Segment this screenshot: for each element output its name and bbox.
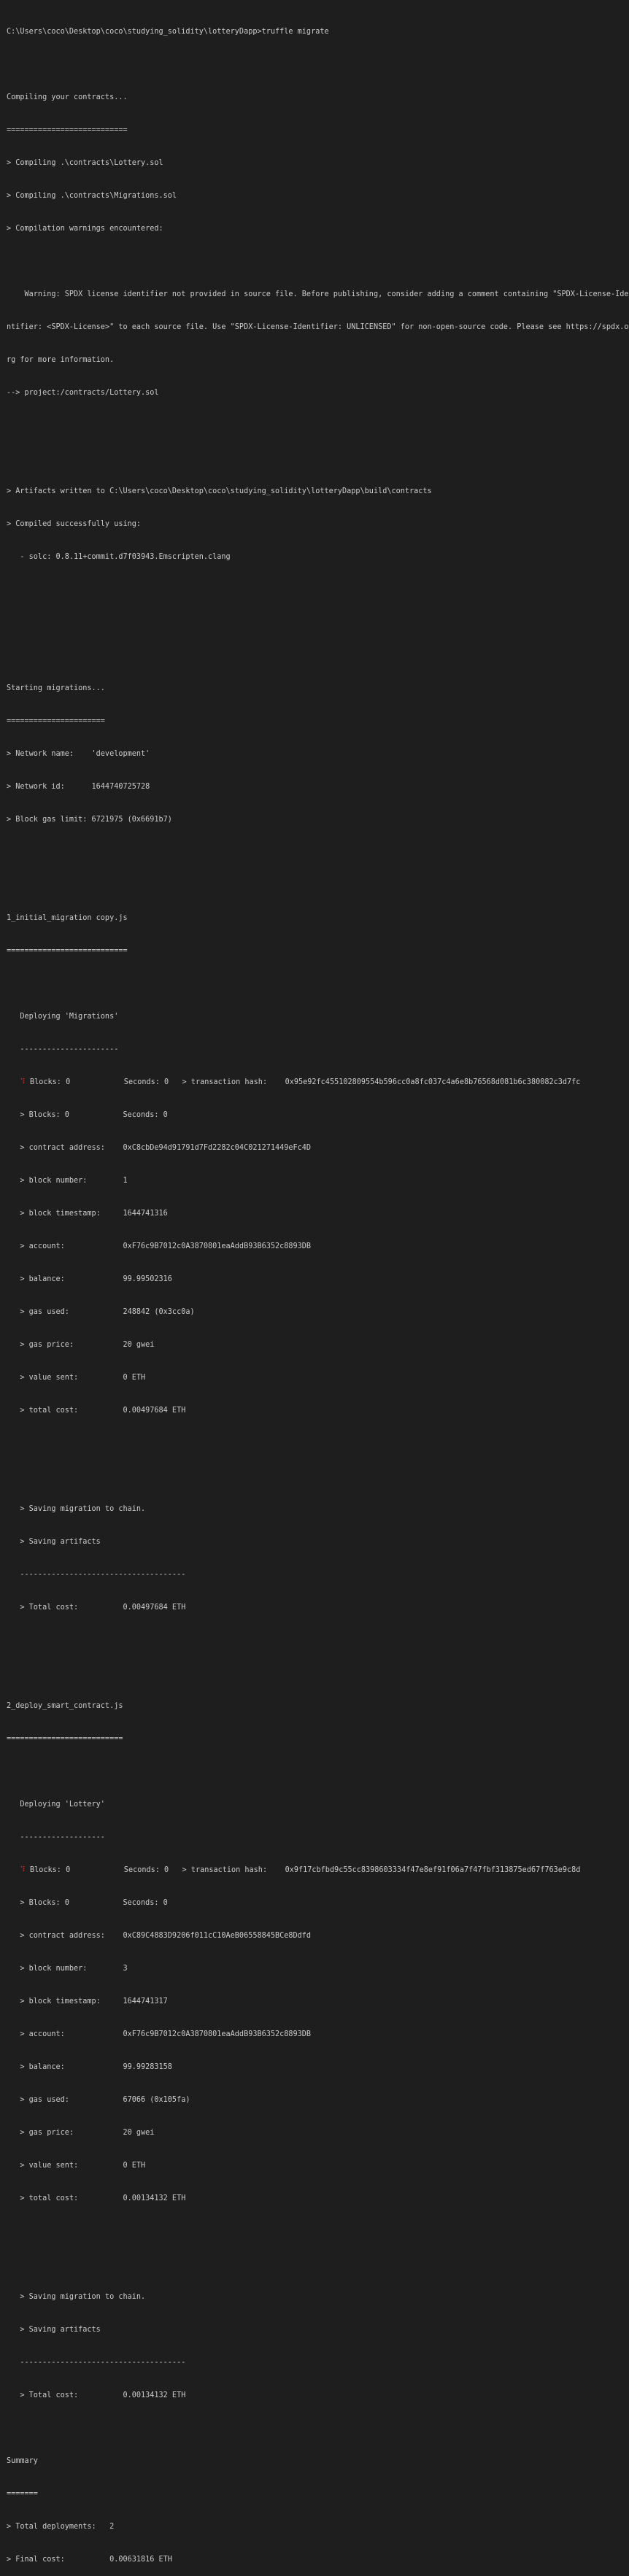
migration-file-1: 1_initial_migration copy.js <box>7 914 128 922</box>
terminal-output[interactable] <box>7 4 629 2576</box>
detail-line: > gas price: 20 gwei <box>7 2129 155 2137</box>
detail-line: > block timestamp: 1644741317 <box>7 1997 168 2006</box>
divider: ------------------------------------- <box>7 2359 186 2367</box>
tx-hash-line <box>7 1865 617 1876</box>
detail-line: > value sent: 0 ETH <box>7 1374 146 1382</box>
total-cost: > Total cost: 0.00497684 ETH <box>7 1604 186 1612</box>
detail-line: > block number: 3 <box>7 1965 128 1973</box>
migrations-title: Starting migrations... <box>7 684 105 692</box>
network-name: > Network name: 'development' <box>7 750 150 758</box>
network-id: > Network id: 1644740725728 <box>7 783 150 791</box>
deploying-lottery: Deploying 'Lottery' <box>7 1801 105 1809</box>
tx-hash-line <box>7 1077 617 1088</box>
compile-line: > Compiling .\contracts\Lottery.sol <box>7 159 163 167</box>
warning-line: ntifier: <SPDX-License>" to each source file. Use "SPDX-License-Identifier: UNLICENSED" for non-open-source code. Please see https://spdx.o <box>7 323 629 331</box>
detail-line: > block number: 1 <box>7 1177 128 1185</box>
total-deployments: > Total deployments: 2 <box>7 2523 115 2531</box>
detail-line: > Blocks: 0 Seconds: 0 <box>7 1111 168 1119</box>
migration-file-2: 2_deploy_smart_contract.js <box>7 1702 123 1710</box>
migration-underline-2: ========================== <box>7 1735 123 1743</box>
detail-line: > contract address: 0xC8cbDe94d91791d7Fd2282c04C021271449eFc4D <box>7 1144 312 1152</box>
divider: ------------------------------------- <box>7 1571 186 1579</box>
artifacts-line: > Artifacts written to C:\Users\coco\Desktop\coco\studying_solidity\lotteryDapp\build\contracts <box>7 487 432 495</box>
migration-underline-1: =========================== <box>7 947 128 955</box>
spinner-icon: ⠹ <box>20 1078 26 1086</box>
total-cost: > Total cost: 0.00134132 ETH <box>7 2391 186 2399</box>
divider: ------------------- <box>7 1833 105 1841</box>
command-line: C:\Users\coco\Desktop\coco\studying_solidity\lotteryDapp>truffle migrate <box>7 28 329 36</box>
divider: ---------------------- <box>7 1045 119 1053</box>
final-cost: > Final cost: 0.00631816 ETH <box>7 2556 172 2564</box>
detail-line: > balance: 99.99502316 <box>7 1275 172 1283</box>
summary-underline: ======= <box>7 2490 38 2498</box>
tx-hash-text: Blocks: 0 Seconds: 0 > transaction hash: 0x95e92fc455102809554b596cc0a8fc037c4a6e8b76568d081b6c380082c3d7fc <box>25 1078 581 1086</box>
migrations-underline: ====================== <box>7 717 105 725</box>
detail-line: > total cost: 0.00134132 ETH <box>7 2194 186 2202</box>
warning-line: rg for more information. <box>7 356 115 364</box>
compile-underline: =========================== <box>7 126 128 134</box>
summary-title: Summary <box>7 2457 38 2465</box>
detail-line: > gas price: 20 gwei <box>7 1341 155 1349</box>
detail-line: > balance: 99.99283158 <box>7 2063 172 2071</box>
block-gas-limit: > Block gas limit: 6721975 (0x6691b7) <box>7 816 172 824</box>
saving-chain: > Saving migration to chain. <box>7 1505 146 1513</box>
spinner-icon: ⠹ <box>20 1866 26 1874</box>
saving-artifacts: > Saving artifacts <box>7 2326 101 2334</box>
detail-line: > Blocks: 0 Seconds: 0 <box>7 1899 168 1907</box>
saving-artifacts: > Saving artifacts <box>7 1538 101 1546</box>
saving-chain: > Saving migration to chain. <box>7 2293 146 2301</box>
compile-title: Compiling your contracts... <box>7 93 128 101</box>
detail-line: > value sent: 0 ETH <box>7 2162 146 2170</box>
compile-line: > Compiling .\contracts\Migrations.sol <box>7 192 177 200</box>
warning-line: Warning: SPDX license identifier not provided in source file. Before publishing, consider adding a comment containing "SPDX-License-Ide <box>7 290 629 298</box>
detail-line: > total cost: 0.00497684 ETH <box>7 1407 186 1415</box>
solc-line: - solc: 0.8.11+commit.d7f03943.Emscripten.clang <box>7 553 231 561</box>
tx-hash-text: Blocks: 0 Seconds: 0 > transaction hash: 0x9f17cbfbd9c55cc8398603334f47e8ef91f06a7f47fbf313875ed67f763e9c8d <box>25 1866 581 1874</box>
compiled-line: > Compiled successfully using: <box>7 520 142 528</box>
deploying-migrations: Deploying 'Migrations' <box>7 1013 119 1021</box>
warning-source: --> project:/contracts/Lottery.sol <box>7 389 159 397</box>
compile-line: > Compilation warnings encountered: <box>7 225 163 233</box>
detail-line: > account: 0xF76c9B7012c0A3870801eaAddB93B6352c8893DB <box>7 1242 312 1250</box>
detail-line: > contract address: 0xC89C4883D9206f011cC10AeB06558845BCe8Ddfd <box>7 1932 312 1940</box>
detail-line: > gas used: 248842 (0x3cc0a) <box>7 1308 195 1316</box>
detail-line: > account: 0xF76c9B7012c0A3870801eaAddB93B6352c8893DB <box>7 2030 312 2038</box>
detail-line: > gas used: 67066 (0x105fa) <box>7 2096 190 2104</box>
detail-line: > block timestamp: 1644741316 <box>7 1210 168 1218</box>
